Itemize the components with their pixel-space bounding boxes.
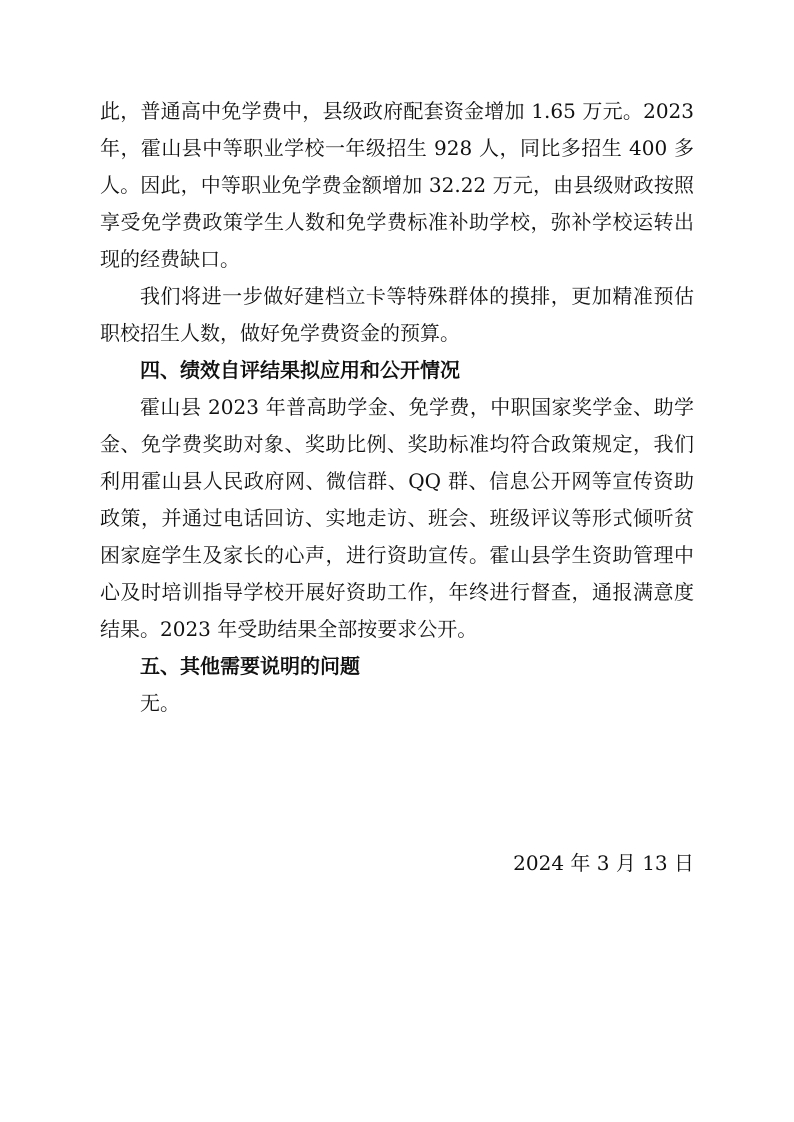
paragraph-results-disclosure: 霍山县 2023 年普高助学金、免学费，中职国家奖学金、助学金、免学费奖助对象、奖助比例、奖助标准均符合政策规定，我们利用霍山县人民政府网、微信群、QQ 群、信息公开网等宣传资助政策，并通过电话回访、实地走访、班会、班级评议等形式倾听贫困家庭学生及家长的心声，进行资助宣传。霍山县学生资助管理中心及时培训指导学校开展好资助工作，年终进行督查，通报满意度结果。2023 年受助结果全部按要求公开。 (100, 395, 694, 641)
document-body (100, 93, 694, 722)
paragraph-none: 无。 (140, 691, 180, 715)
section-heading-results-application: 四、绩效自评结果拟应用和公开情况 (140, 358, 460, 382)
section-heading-other-issues: 五、其他需要说明的问题 (140, 654, 360, 678)
document-date: 2024 年 3 月 13 日 (513, 851, 694, 875)
paragraph-next-steps: 我们将进一步做好建档立卡等特殊群体的摸排，更加精准预估职校招生人数，做好免学费资金的预算。 (100, 284, 694, 345)
paragraph-fund-increase: 此，普通高中免学费中，县级政府配套资金增加 1.65 万元。2023 年，霍山县中等职业学校一年级招生 928 人，同比多招生 400 多人。因此，中等职业免学费金额增加 32.22 万元，由县级财政按照享受免学费政策学生人数和免学费标准补助学校，弥补学校运转出现的经费缺口。 (100, 99, 694, 271)
